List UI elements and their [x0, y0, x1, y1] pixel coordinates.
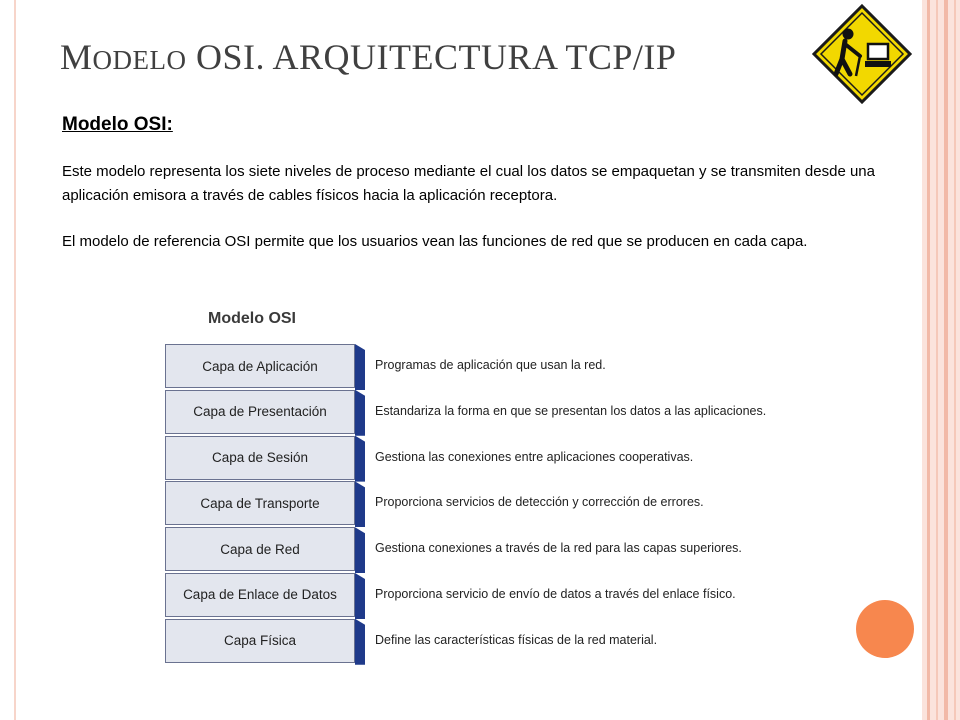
osi-layer-name: Capa de Presentación — [165, 390, 355, 434]
osi-layer-description: Proporciona servicios de detección y corrección de errores. — [375, 495, 704, 510]
osi-layer-stack — [165, 344, 767, 665]
right-border-stripe — [927, 0, 930, 720]
osi-layer-description: Programas de aplicación que usan la red. — [375, 358, 606, 372]
osi-layer-side — [355, 481, 365, 527]
osi-layer-name: Capa de Aplicación — [165, 344, 355, 388]
osi-layer-row — [165, 619, 658, 665]
osi-layer-description: Gestiona las conexiones entre aplicaciones cooperativas. — [375, 449, 694, 464]
left-border-line — [14, 0, 16, 720]
osi-layer-side — [355, 436, 365, 482]
osi-layer-name: Capa de Enlace de Datos — [165, 573, 355, 617]
title-rest: OSI. ARQUITECTURA TCP/IP — [186, 37, 677, 77]
right-border-stripe — [944, 0, 948, 720]
osi-layer-side — [355, 344, 365, 390]
title-first-letter: M — [60, 37, 93, 77]
paragraph-description: Este modelo representa los siete niveles de proceso mediante el cual los datos se empaquetan y se transmiten desde una aplicación emisora a través de cables físicos hacia la aplicación receptora. — [62, 163, 875, 204]
slide-title — [60, 36, 676, 78]
osi-layer-description: Define las características físicas de la red material. — [375, 632, 658, 647]
osi-layer-description: Estandariza la forma en que se presentan los datos a las aplicaciones. — [375, 403, 767, 418]
osi-layer-row — [165, 390, 767, 436]
right-border-stripe — [936, 0, 938, 720]
figure-title: Modelo OSI — [208, 310, 296, 327]
osi-layer-name: Capa Física — [165, 619, 355, 663]
osi-layer-row — [165, 481, 704, 527]
osi-layer-side — [355, 573, 365, 619]
osi-layer-side — [355, 527, 365, 573]
osi-layer-name: Capa de Sesión — [165, 436, 355, 480]
title-smallcaps: ODELO — [92, 45, 187, 75]
construction-warning-sign-icon — [812, 4, 912, 104]
osi-layer-row — [165, 344, 606, 390]
osi-layer-row — [165, 527, 742, 573]
osi-layer-side — [355, 390, 365, 436]
osi-layer-side — [355, 619, 365, 665]
decorative-circle — [856, 600, 914, 658]
osi-layer-name: Capa de Transporte — [165, 481, 355, 525]
osi-layer-description: Gestiona conexiones a través de la red para las capas superiores. — [375, 541, 742, 556]
paragraph-reference-model: El modelo de referencia OSI permite que los usuarios vean las funciones de red que se producen en cada capa. — [62, 233, 808, 250]
osi-layer-description: Proporciona servicio de envío de datos a través del enlace físico. — [375, 586, 736, 601]
section-heading: Modelo OSI: — [62, 114, 173, 135]
osi-layer-name: Capa de Red — [165, 527, 355, 571]
right-border-stripe — [954, 0, 956, 720]
osi-layer-row — [165, 573, 736, 619]
osi-layer-row — [165, 436, 694, 482]
